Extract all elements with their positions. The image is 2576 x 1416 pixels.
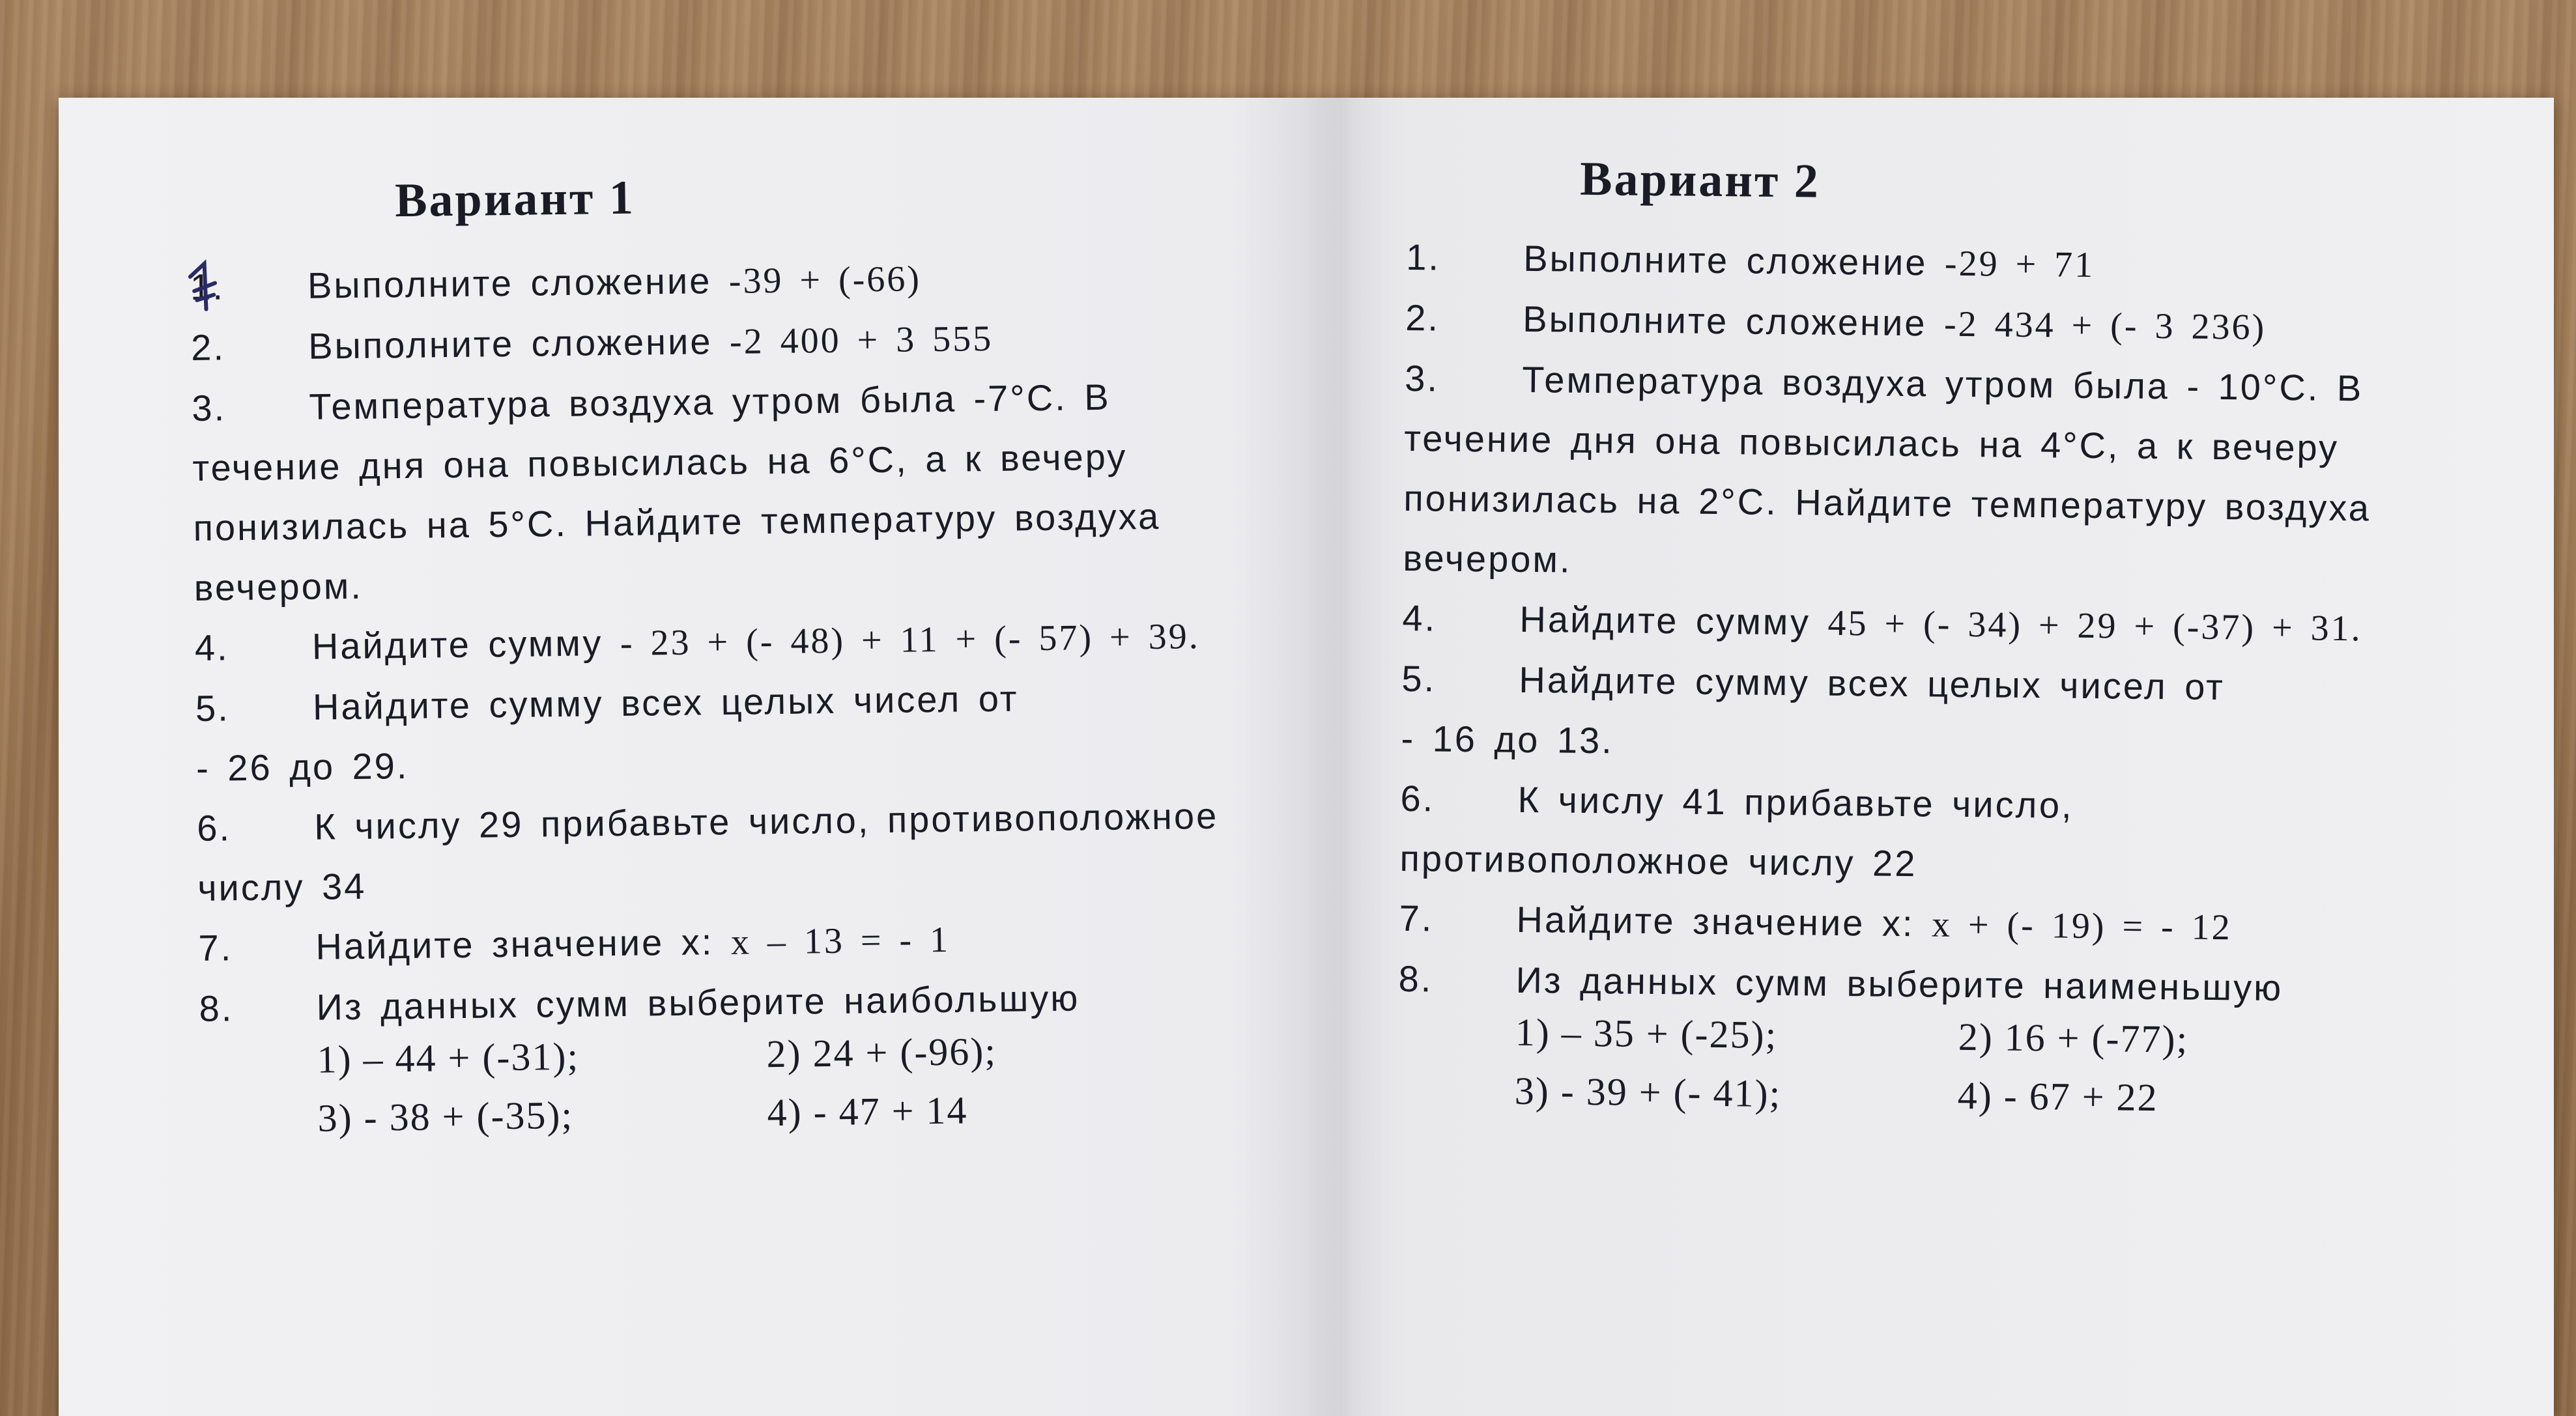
option-2: 2) 16 + (-77); [1958,1015,2189,1061]
v1-answer-options [317,1025,1360,1155]
task-text-line: течение дня она повысилась на 4°С, а к вечеру [1404,417,2340,468]
v2-answer-options [1514,1010,2454,1137]
task-text: Выполните сложение [308,320,730,367]
variant-2-page [1397,150,2463,1137]
option-2: 2) 24 + (-96); [766,1029,997,1076]
task-expression: -2 434 + (- 3 236) [1943,304,2267,348]
task-text-line: вечером. [193,565,364,608]
task-number: 5. [1401,657,1437,700]
task-number: 3. [1404,357,1440,399]
task-text-line: противоположное числу 22 [1399,837,1917,885]
variant-2-title: Вариант 2 [1579,152,1821,208]
task-expression: 45 + (- 34) + 29 + (-37) + 31. [1827,602,2363,649]
task-text-line: - 16 до 13. [1401,717,1614,761]
task-text-line: К числу 29 прибавьте число, противоположное [313,795,1219,847]
task-number: 1. [190,266,225,307]
task-text: Выполните сложение [1523,237,1945,283]
task-expression: -39 + (-66) [728,259,922,302]
v1-task-3 [192,364,1354,618]
option-4: 4) - 67 + 22 [1957,1073,2158,1120]
handwritten-mark-icon [182,257,222,316]
v2-task-4 [1402,588,2458,660]
task-text-line: Температура воздуха утром была -7°С. В [308,376,1111,427]
v2-task-7 [1399,888,2455,960]
task-number: 7. [1399,897,1434,939]
v2-task-1 [1406,227,2462,299]
task-number: 1. [1405,236,1441,278]
task-number: 4. [1402,597,1437,639]
task-text: Найдите сумму [1519,598,1828,643]
task-number: 2. [1405,296,1440,339]
v2-task-8 [1398,949,2454,1020]
task-text-line: - 26 до 29. [195,744,409,789]
task-number: 4. [194,627,229,668]
option-3: 3) - 38 + (-35); [317,1093,574,1140]
task-expression: -29 + 71 [1944,243,2095,286]
v2-task-2 [1405,288,2461,360]
option-4: 4) - 47 + 14 [767,1088,968,1135]
task-text: Найдите значение x: [1516,898,1932,944]
task-number: 8. [199,987,234,1029]
task-number: 8. [1398,957,1433,1000]
task-number: 5. [195,687,231,729]
task-text: Из данных сумм выберите наименьшую [1515,959,2283,1009]
task-text-line: понизилась на 2°С. Найдите температуру воздуха [1403,477,2371,529]
task-text: Из данных сумм выберите наибольшую [316,977,1080,1028]
v2-task-5 [1401,649,2457,780]
task-number: 2. [190,326,226,368]
task-number: 3. [191,387,227,429]
variant-1-page [189,162,1360,1156]
task-expression: - 23 + (- 48) + 11 + (- 57) + 39. [620,616,1201,664]
variant-1-title: Вариант 1 [394,171,636,228]
task-text: Выполните сложение [307,259,730,306]
task-text: Найдите значение x: [315,920,732,967]
task-number: 7. [198,927,233,969]
task-text-line: вечером. [1403,537,1572,580]
task-text-line: К числу 41 прибавьте число, [1517,778,2074,826]
task-text-line: Найдите сумму всех целых чисел от [1519,658,2225,708]
option-1: 1) – 35 + (-25); [1515,1010,1778,1057]
v2-task-3 [1403,348,2461,599]
task-text: Найдите сумму [311,621,621,667]
task-expression: -2 400 + 3 555 [729,318,994,362]
task-text-line: понизилась на 5°С. Найдите температуру воздуха [193,495,1161,548]
task-expression: x – 13 = - 1 [730,919,951,963]
option-3: 3) - 39 + (- 41); [1514,1069,1782,1116]
option-1: 1) – 44 + (-31); [317,1034,580,1081]
task-text-line: течение дня она повысилась на 6°С, а к вечеру [192,436,1128,489]
task-text-line: Найдите сумму всех целых чисел от [312,677,1019,728]
v1-task-5 [195,664,1356,799]
task-number: 6. [196,807,232,849]
task-text: Выполните сложение [1522,298,1945,344]
task-text-line: числу 34 [197,865,367,909]
v2-task-6 [1399,769,2456,899]
task-text-line: Температура воздуха утром была - 10°С. В [1521,358,2364,409]
task-expression: x + (- 19) = - 12 [1931,904,2233,948]
task-number: 6. [1400,777,1435,819]
v1-task-6 [197,784,1358,918]
